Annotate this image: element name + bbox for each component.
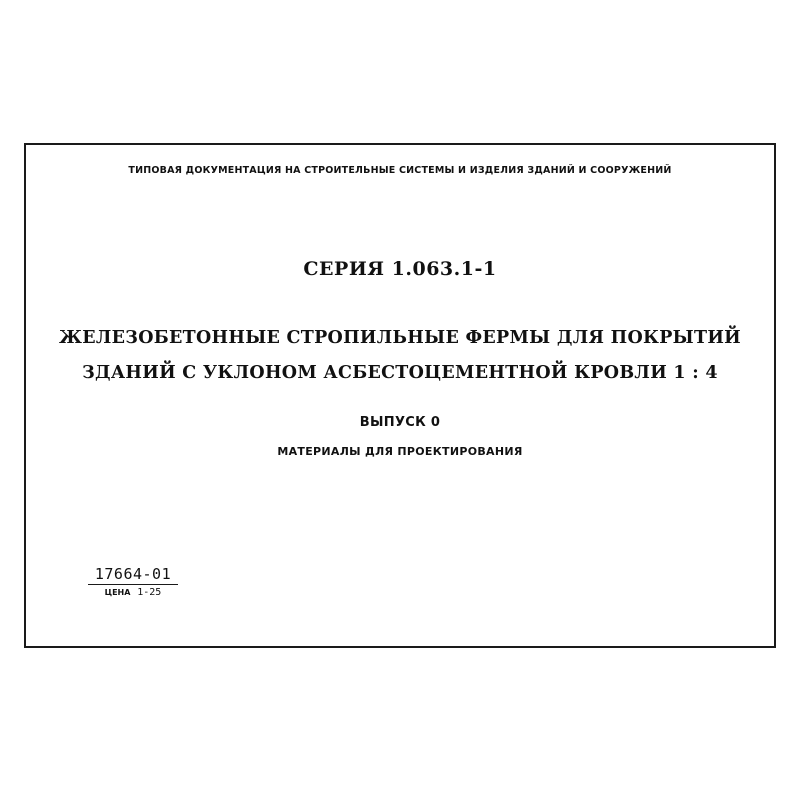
price-row bbox=[88, 587, 178, 598]
catalog-block bbox=[88, 565, 178, 598]
document-title-line-1: ЖЕЛЕЗОБЕТОННЫЕ СТРОПИЛЬНЫЕ ФЕРМЫ ДЛЯ ПОКРЫТИЙ bbox=[58, 328, 741, 348]
document-subtitle: МАТЕРИАЛЫ ДЛЯ ПРОЕКТИРОВАНИЯ bbox=[277, 445, 523, 458]
issue-label: ВЫПУСК 0 bbox=[359, 415, 441, 430]
price-label: ЦЕНА bbox=[104, 588, 131, 597]
catalog-number: 17664-01 bbox=[88, 565, 178, 585]
series-title: СЕРИЯ 1.063.1-1 bbox=[303, 258, 497, 280]
document-title-line-2: ЗДАНИЙ С УКЛОНОМ АСБЕСТОЦЕМЕНТНОЙ КРОВЛИ 1 : 4 bbox=[82, 363, 718, 383]
document-header: ТИПОВАЯ ДОКУМЕНТАЦИЯ НА СТРОИТЕЛЬНЫЕ СИСТЕМЫ И ИЗДЕЛИЯ ЗДАНИЙ И СООРУЖЕНИЙ bbox=[128, 165, 672, 176]
document-frame bbox=[24, 143, 776, 648]
price-value: 1-25 bbox=[137, 587, 162, 598]
